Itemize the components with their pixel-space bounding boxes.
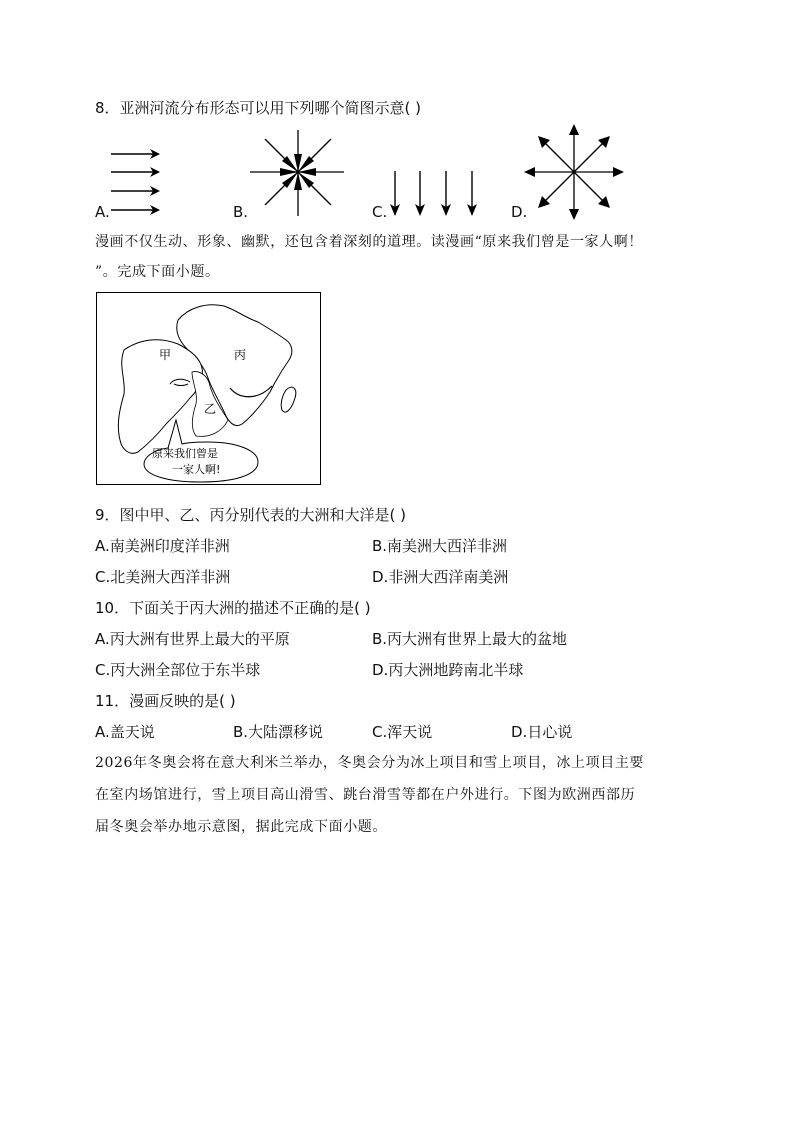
- question-11: 11．漫画反映的是( ): [95, 692, 236, 710]
- option-d-label: D.: [511, 203, 528, 221]
- option-a-label: A.: [95, 203, 110, 221]
- intro-paragraph-1-line-2: ”。完成下面小题。: [95, 264, 220, 280]
- q10-option-d: D.丙大洲地跨南北半球: [372, 661, 524, 679]
- intro-paragraph-2-line-2: 在室内场馆进行，雪上项目高山滑雪、跳台滑雪等都在户外进行。下图为欧洲西部历: [95, 787, 636, 803]
- bubble-text-line-2: 一家人啊!: [172, 463, 221, 476]
- option-a-diagram: [108, 145, 168, 215]
- option-c-diagram: [385, 169, 485, 219]
- q10-option-c: C.丙大洲全部位于东半球: [95, 661, 261, 679]
- continental-drift-cartoon: [96, 292, 321, 485]
- label-bing: 丙: [234, 348, 247, 362]
- bubble-text-line-1: 原来我们曾是: [152, 447, 218, 460]
- option-c-label: C.: [372, 203, 388, 221]
- intro-paragraph-1-line-1: 漫画不仅生动、形象、幽默，还包含着深刻的道理。读漫画“原来我们曾是一家人啊！: [95, 234, 643, 250]
- q11-option-b: B.大陆漂移说: [233, 723, 324, 741]
- q9-option-b: B.南美洲大西洋非洲: [372, 537, 508, 555]
- question-8: 8．亚洲河流分布形态可以用下列哪个简图示意( ): [95, 99, 422, 117]
- label-jia: 甲: [159, 348, 172, 362]
- q11-option-a: A.盖天说: [95, 723, 155, 741]
- option-b-label: B.: [233, 203, 249, 221]
- question-10: 10．下面关于丙大洲的描述不正确的是( ): [95, 599, 371, 617]
- q9-option-a: A.南美洲印度洋非洲: [95, 537, 230, 555]
- option-b-diagram: [248, 128, 348, 218]
- q10-option-b: B.丙大洲有世界上最大的盆地: [372, 630, 568, 648]
- label-yi: 乙: [204, 402, 217, 416]
- q9-option-c: C.北美洲大西洋非洲: [95, 568, 231, 586]
- intro-paragraph-2-line-1: 2026年冬奥会将在意大利米兰举办，冬奥会分为冰上项目和雪上项目，冰上项目主要: [95, 755, 645, 771]
- question-9: 9．图中甲、乙、丙分别代表的大洲和大洋是( ): [95, 506, 407, 524]
- q10-option-a: A.丙大洲有世界上最大的平原: [95, 630, 290, 648]
- q9-option-d: D.非洲大西洋南美洲: [372, 568, 509, 586]
- q11-option-c: C.浑天说: [372, 723, 433, 741]
- intro-paragraph-2-line-3: 届冬奥会举办地示意图，据此完成下面小题。: [95, 819, 387, 835]
- q11-option-d: D.日心说: [511, 723, 573, 741]
- option-d-diagram: [524, 124, 624, 220]
